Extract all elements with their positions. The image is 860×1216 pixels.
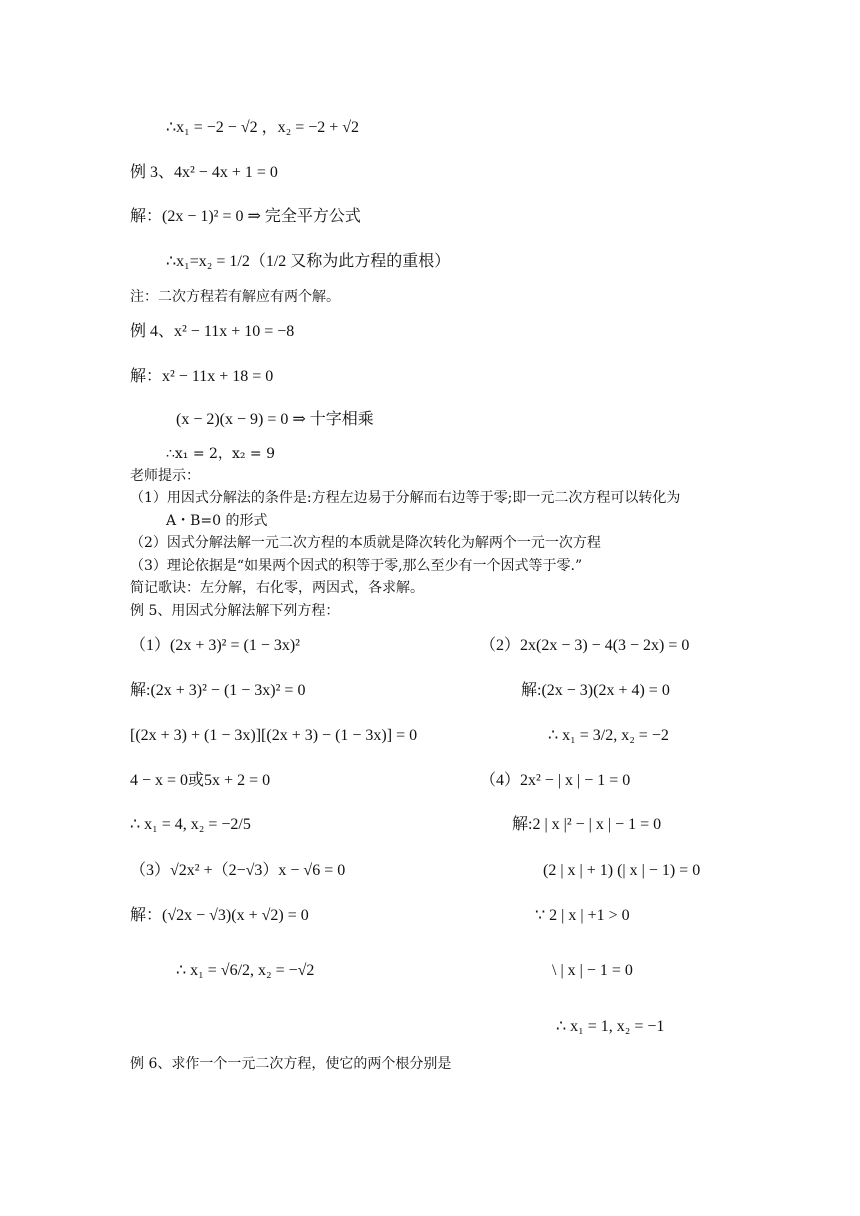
line-l12: A・B=0 的形式 bbox=[166, 513, 268, 529]
line-l25: ∴ x₁ = 4, x₂ = −2/5 bbox=[130, 816, 251, 833]
line-l23: 4 − x = 0或5x + 2 = 0 bbox=[130, 772, 271, 789]
line-l31: ∴ x₁ = √6/2, x₂ = −√2 bbox=[176, 962, 315, 979]
line-l03: 解：(2x − 1)² = 0 ⇒ 完全平方公式 bbox=[130, 208, 361, 225]
line-l06: 例 4、x² − 11x + 10 = −8 bbox=[130, 323, 295, 340]
line-l07: 解：x² − 11x + 18 = 0 bbox=[130, 368, 274, 385]
line-l01: ∴x₁ = −2 − √2 ，x₂ = −2 + √2 bbox=[166, 119, 360, 136]
line-l16: 例 5、用因式分解法解下列方程： bbox=[130, 603, 340, 619]
line-l29: 解：(√2x − √3)(x + √2) = 0 bbox=[130, 907, 309, 924]
line-l32: \ | x | − 1 = 0 bbox=[552, 962, 633, 979]
line-l17: （1）(2x + 3)² = (1 − 3x)² bbox=[130, 637, 300, 654]
line-l24: （4）2x² − | x | − 1 = 0 bbox=[480, 772, 631, 789]
line-l28: (2 | x | + 1) (| x | − 1) = 0 bbox=[543, 862, 701, 879]
line-l04: ∴x₁=x₂ = 1/2（1/2 又称为此方程的重根） bbox=[166, 253, 451, 270]
line-l30: ∵ 2 | x | +1 > 0 bbox=[535, 907, 630, 924]
line-l21: [(2x + 3) + (1 − 3x)][(2x + 3) − (1 − 3x)] = 0 bbox=[130, 727, 418, 744]
line-l15: 简记歌诀：左分解，右化零，两因式，各求解。 bbox=[130, 580, 424, 596]
line-l14: （3）理论依据是“如果两个因式的积等于零,那么至少有一个因式等于零.” bbox=[130, 558, 583, 574]
line-l20: 解:(2x − 3)(2x + 4) = 0 bbox=[521, 682, 670, 699]
line-l26: 解:2 | x |² − | x | − 1 = 0 bbox=[512, 816, 662, 833]
line-l08: (x − 2)(x − 9) = 0 ⇒ 十字相乘 bbox=[176, 411, 374, 428]
line-l33: ∴ x₁ = 1, x₂ = −1 bbox=[556, 1018, 665, 1035]
line-l11: （1）用因式分解法的条件是:方程左边易于分解而右边等于零;即一元二次方程可以转化为 bbox=[130, 490, 681, 506]
line-l27: （3）√2x² +（2−√3）x − √6 = 0 bbox=[130, 862, 346, 879]
line-l22: ∴ x₁ = 3/2, x₂ = −2 bbox=[548, 727, 669, 744]
line-l34: 例 6、求作一个一元二次方程，使它的两个根分别是 bbox=[130, 1056, 452, 1072]
line-l13: （2）因式分解法解一元二次方程的本质就是降次转化为解两个一元一次方程 bbox=[130, 535, 601, 551]
line-l09: ∴x₁ = 2，x₂ = 9 bbox=[166, 446, 275, 462]
line-l10: 老师提示： bbox=[130, 468, 200, 484]
line-l18: （2）2x(2x − 3) − 4(3 − 2x) = 0 bbox=[480, 637, 690, 654]
line-l05: 注：二次方程若有解应有两个解。 bbox=[130, 289, 340, 305]
line-l19: 解:(2x + 3)² − (1 − 3x)² = 0 bbox=[130, 682, 306, 699]
line-l02: 例 3、4x² − 4x + 1 = 0 bbox=[130, 164, 278, 181]
